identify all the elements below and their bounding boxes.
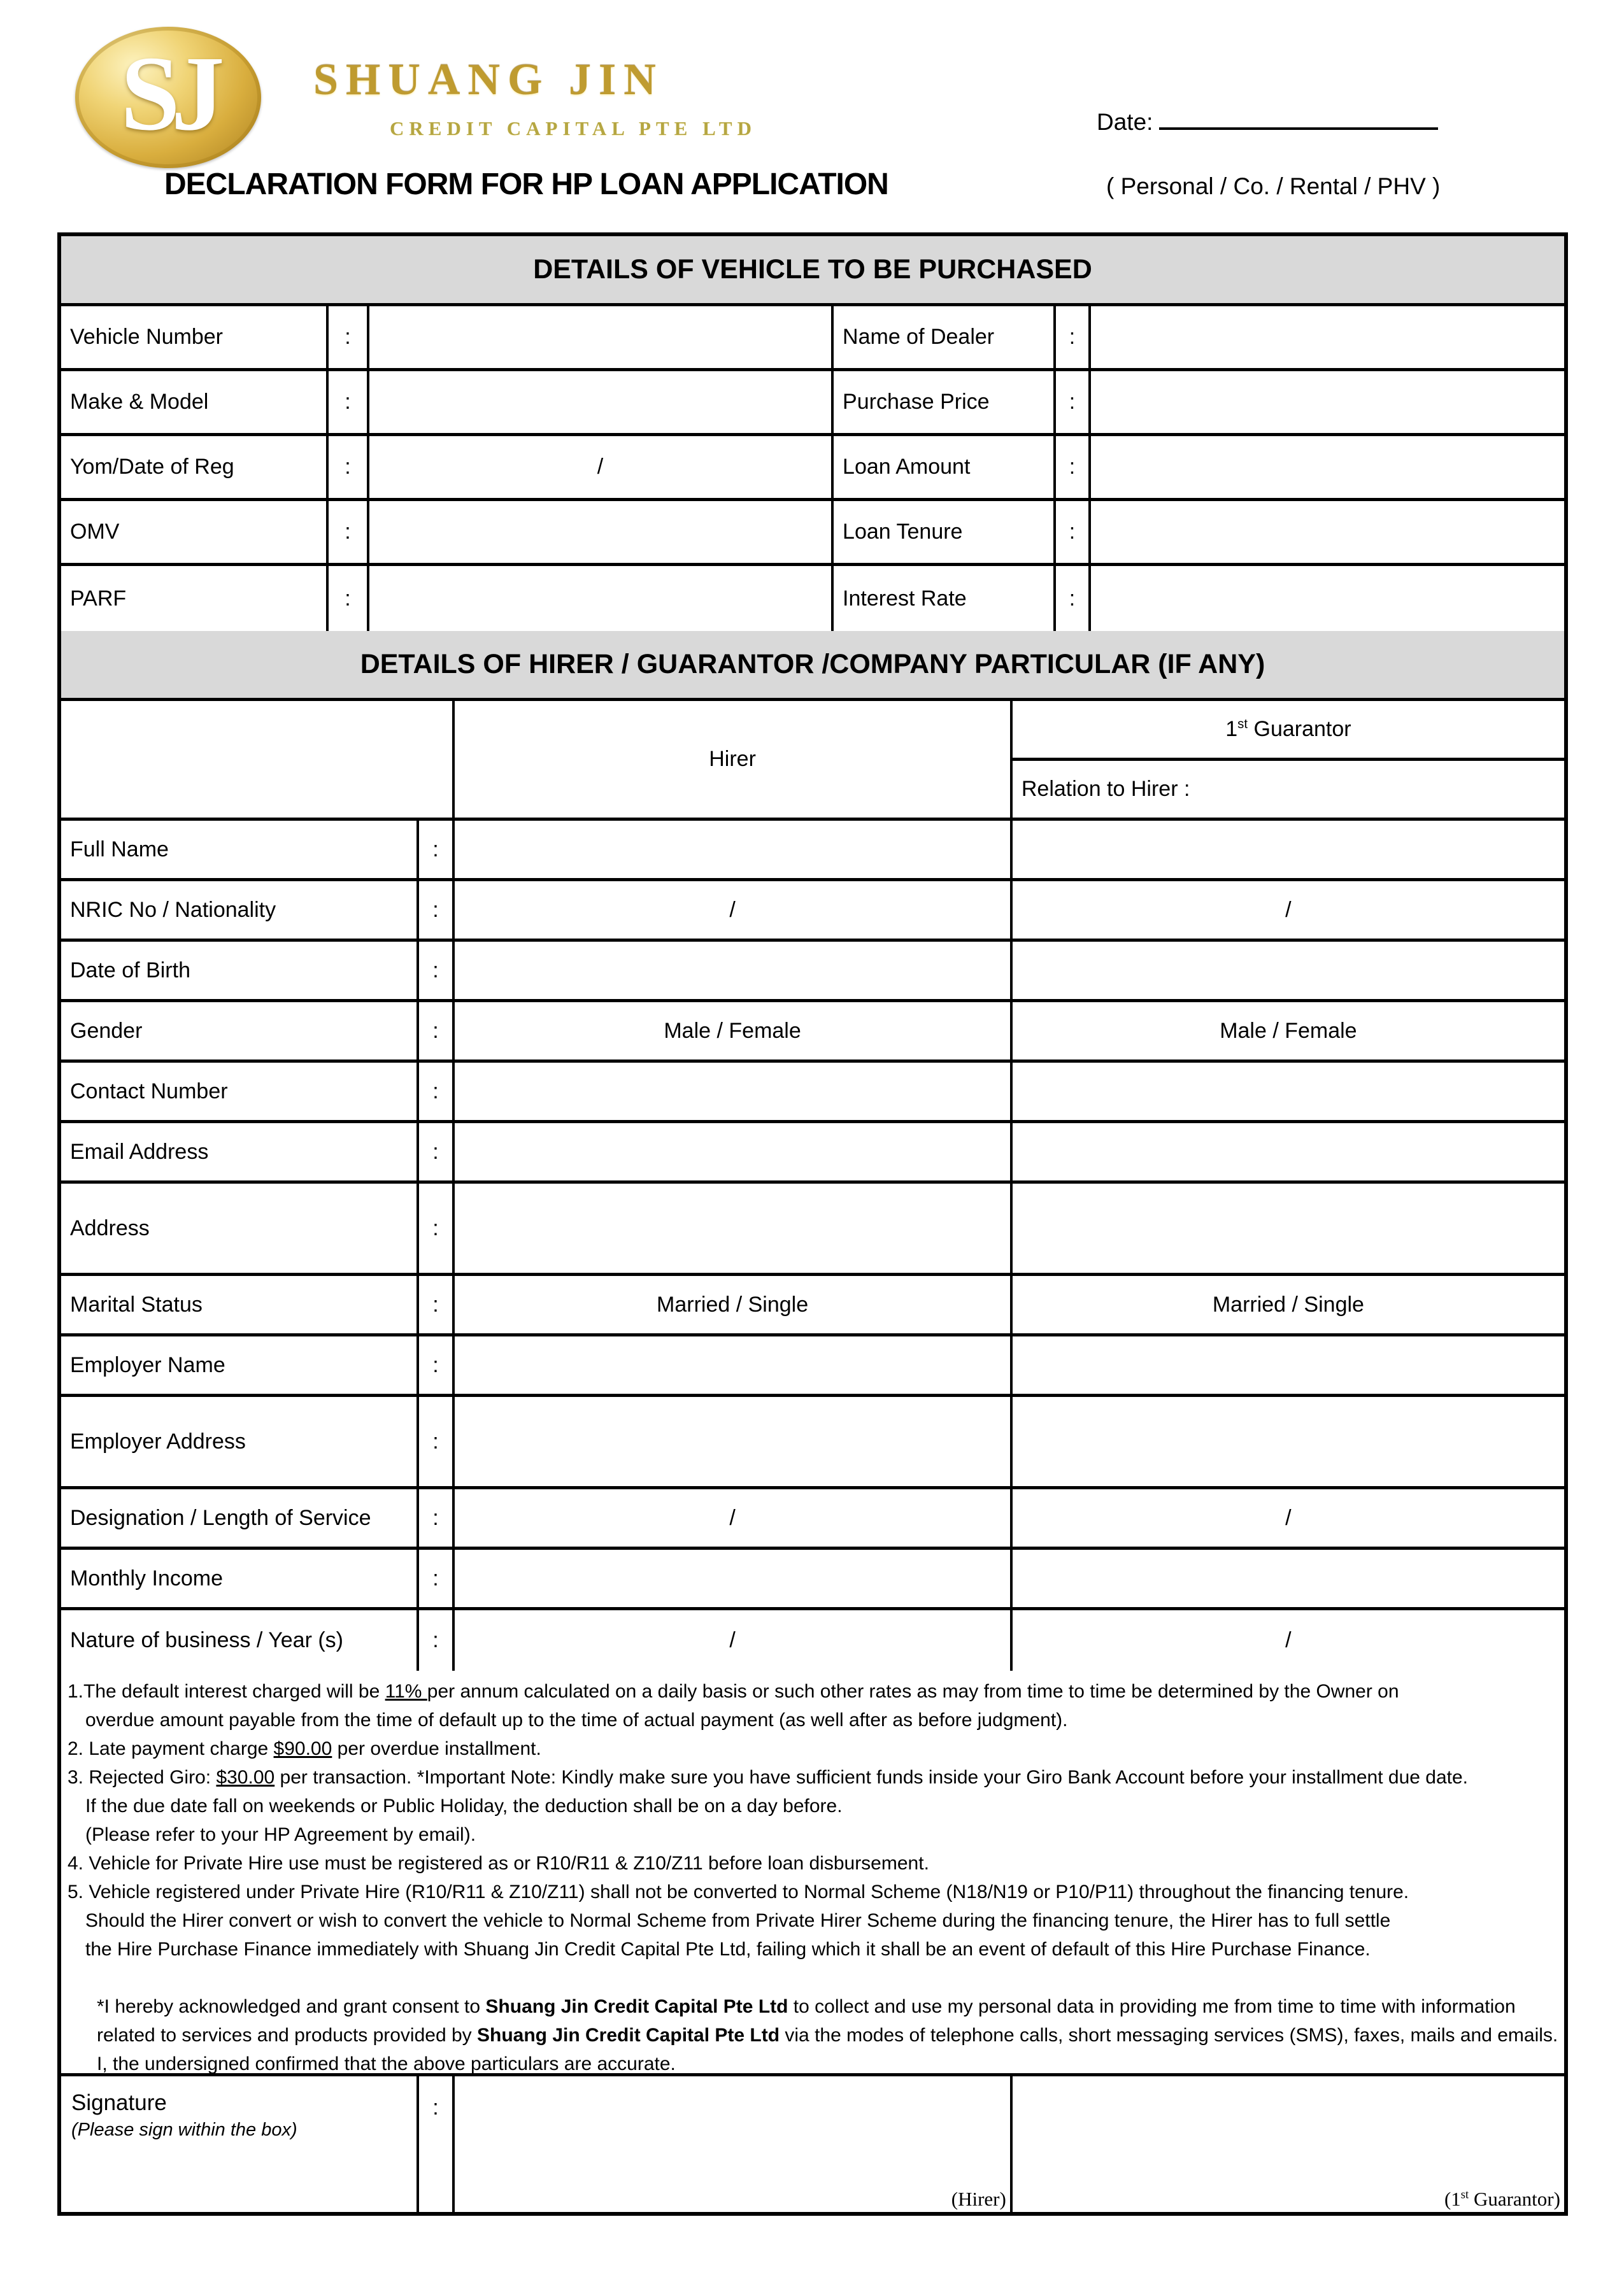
terms-line: the Hire Purchase Finance immediately with Shuang Jin Credit Capital Pte Ltd, failing which it shall be an event of default of this Hire Purchase Finance. [85,1939,1371,1960]
colon: : [419,821,455,878]
guarantor-field-value[interactable] [1013,942,1564,999]
hirer-row [61,881,1564,942]
vehicle-row [61,306,1564,371]
hirer-row [61,1184,1564,1276]
hirer-field-value[interactable] [455,1184,1013,1273]
vehicle-section-heading: DETAILS OF VEHICLE TO BE PURCHASED [61,236,1564,306]
colon: : [419,1276,455,1333]
colon: : [1056,436,1090,498]
hirer-field-label: Monthly Income [61,1550,419,1607]
vehicle-field-label: Loan Amount [834,436,1056,498]
guarantor-field-value[interactable]: / [1285,897,1292,922]
signature-label: Signature [71,2090,167,2115]
vehicle-field-label: Name of Dealer [834,306,1056,368]
hirer-field-label: Nature of business / Year (s) [61,1610,419,1671]
hirer-field-value[interactable]: Male / Female [455,1002,1013,1059]
guarantor-field-value[interactable] [1013,821,1564,878]
hirer-row [61,1063,1564,1123]
hirer-field-label: Email Address [61,1123,419,1180]
terms-line: overdue amount payable from the time of default up to the time of actual payment (as well after as before judgment). [85,1710,1068,1731]
colon: : [1056,371,1090,433]
hirer-field-value[interactable]: / [455,1489,1013,1547]
guarantor-field-value[interactable] [1013,1397,1564,1486]
application-form-table [57,232,1568,2216]
hirer-field-value[interactable] [455,942,1013,999]
hirer-field-value[interactable] [455,1123,1013,1180]
hirer-field-label: Gender [61,1002,419,1059]
hirer-field-label: Address [61,1184,419,1273]
guarantor-field-value[interactable]: / [1285,1628,1292,1652]
hirer-row [61,1550,1564,1610]
page-title: DECLARATION FORM FOR HP LOAN APPLICATION [164,167,888,201]
hirer-signature-box[interactable] [455,2076,1013,2212]
hirer-row [61,821,1564,881]
colon: : [419,1336,455,1394]
colon: : [329,371,369,433]
vehicle-field-label: PARF [61,566,329,631]
terms-line: 5. Vehicle registered under Private Hire (R10/R11 & Z10/Z11) shall not be converted to Normal Scheme (N18/N19 or P10/P11) throughout the financing tenure. [68,1881,1409,1903]
terms-line: I, the undersigned confirmed that the above particulars are accurate. [97,2053,676,2074]
terms-line: 3. Rejected Giro: $30.00 per transaction. *Important Note: Kindly make sure you have sufficient funds inside your Giro Bank Account before your installment due date. [68,1767,1469,1788]
guarantor-field-value[interactable] [1013,1063,1564,1120]
hirer-guarantor-header-row [61,701,1564,821]
vehicle-field-value[interactable] [1091,306,1564,368]
signature-label-cell [61,2076,419,2212]
date-blank-line[interactable] [1159,102,1438,130]
guarantor-column-header [1013,701,1564,818]
colon: : [329,306,369,368]
hirer-field-value[interactable] [455,1397,1013,1486]
guarantor-signature-box[interactable] [1013,2076,1564,2212]
hirer-field-label: Employer Name [61,1336,419,1394]
brand-subtitle: CREDIT CAPITAL PTE LTD [390,117,757,139]
colon: : [419,2076,455,2212]
vehicle-row [61,436,1564,501]
hirer-row [61,1489,1564,1550]
vehicle-details-rows [61,306,1564,631]
hirer-row [61,1397,1564,1489]
colon: : [419,942,455,999]
hirer-tag: (Hirer) [951,2188,1006,2210]
colon: : [419,1184,455,1273]
vehicle-field-label: Yom/Date of Reg [61,436,329,498]
logo-monogram: SJ [120,34,216,153]
colon: : [329,566,369,631]
vehicle-field-value[interactable]: / [369,436,834,498]
signature-note: (Please sign within the box) [71,2120,297,2140]
hirer-row [61,942,1564,1002]
guarantor-field-value[interactable]: / [1285,1505,1292,1530]
hirer-field-value[interactable] [455,821,1013,878]
vehicle-field-value[interactable] [1091,501,1564,563]
hirer-field-value[interactable]: Married / Single [455,1276,1013,1333]
hirer-row [61,1276,1564,1336]
hirer-field-label: NRIC No / Nationality [61,881,419,939]
colon: : [1056,566,1090,631]
company-logo-icon [75,27,261,168]
brand-name: SHUANG JIN [313,55,664,104]
header-empty-cell [61,701,455,818]
vehicle-row [61,371,1564,436]
brand-block [313,55,757,140]
terms-line: If the due date fall on weekends or Public Holiday, the deduction shall be on a day before. [85,1796,843,1817]
relation-to-hirer-field[interactable]: Relation to Hirer : [1021,777,1190,801]
colon: : [1056,306,1090,368]
signature-row [61,2076,1564,2212]
colon: : [419,1397,455,1486]
loan-type-options: ( Personal / Co. / Rental / PHV ) [1106,173,1441,199]
vehicle-field-label: Interest Rate [834,566,1056,631]
hirer-field-label: Contact Number [61,1063,419,1120]
terms-line: *I hereby acknowledged and grant consent to Shuang Jin Credit Capital Pte Ltd to collect and use my personal data in providing me from time to time with information [97,1996,1516,2017]
vehicle-field-value[interactable] [369,371,834,433]
vehicle-field-value[interactable] [1091,566,1564,631]
vehicle-row [61,566,1564,631]
date-row [1097,102,1438,136]
guarantor-field-value[interactable] [1013,1123,1564,1180]
hirer-field-value[interactable] [455,1550,1013,1607]
vehicle-row [61,501,1564,566]
guarantor-field-value[interactable] [1013,1184,1564,1273]
terms-line: related to services and products provided by Shuang Jin Credit Capital Pte Ltd via the modes of telephone calls, short messaging services (SMS), faxes, mails and emails. [97,2025,1558,2046]
hirer-field-value[interactable]: / [455,1610,1013,1671]
guarantor-field-value[interactable] [1013,1550,1564,1607]
colon: : [419,1489,455,1547]
vehicle-field-value[interactable] [369,566,834,631]
vehicle-field-label: Make & Model [61,371,329,433]
guarantor-field-value[interactable]: Male / Female [1220,1018,1357,1043]
hirer-row [61,1002,1564,1063]
vehicle-field-label: Loan Tenure [834,501,1056,563]
vehicle-field-label: Vehicle Number [61,306,329,368]
terms-line: (Please refer to your HP Agreement by email). [85,1824,476,1845]
guarantor-field-value[interactable] [1013,1336,1564,1394]
colon: : [419,1123,455,1180]
terms-line [68,1964,1555,1992]
colon: : [419,881,455,939]
hirer-section-heading: DETAILS OF HIRER / GUARANTOR /COMPANY PARTICULAR (IF ANY) [61,631,1564,701]
hirer-row [61,1123,1564,1184]
hirer-field-label: Designation / Length of Service [61,1489,419,1547]
hirer-field-label: Full Name [61,821,419,878]
terms-line: 1.The default interest charged will be 11% per annum calculated on a daily basis or such other rates as may from time to time be determined by the Owner on [68,1681,1399,1702]
colon: : [419,1063,455,1120]
vehicle-field-value[interactable] [1091,436,1564,498]
guarantor-tag: (1st Guarantor) [1444,2188,1560,2210]
hirer-row [61,1336,1564,1397]
hirer-row [61,1610,1564,1671]
hirer-column-header: Hirer [455,701,1013,818]
colon: : [419,1550,455,1607]
vehicle-field-value[interactable] [369,306,834,368]
guarantor-title: 1st Guarantor [1013,701,1564,761]
vehicle-field-label: OMV [61,501,329,563]
colon: : [419,1610,455,1671]
hirer-field-label: Employer Address [61,1397,419,1486]
guarantor-field-value[interactable]: Married / Single [1212,1292,1364,1317]
colon: : [1056,501,1090,563]
terms-line: 2. Late payment charge $90.00 per overdue installment. [68,1738,541,1759]
vehicle-field-value[interactable] [369,501,834,563]
terms-and-conditions [61,1671,1564,2076]
vehicle-field-value[interactable] [1091,371,1564,433]
vehicle-field-label: Purchase Price [834,371,1056,433]
hirer-field-value[interactable] [455,1336,1013,1394]
date-label: Date: [1097,109,1153,135]
hirer-field-label: Marital Status [61,1276,419,1333]
colon: : [419,1002,455,1059]
terms-line: 4. Vehicle for Private Hire use must be registered as or R10/R11 & Z10/Z11 before loan disbursement. [68,1853,929,1874]
colon: : [329,436,369,498]
hirer-field-label: Date of Birth [61,942,419,999]
hirer-field-value[interactable]: / [455,881,1013,939]
colon: : [329,501,369,563]
terms-line: Should the Hirer convert or wish to convert the vehicle to Normal Scheme from Private Hirer Scheme during the financing tenure, the Hirer has to full settle [85,1910,1391,1931]
hirer-details-rows [61,821,1564,1671]
hirer-field-value[interactable] [455,1063,1013,1120]
